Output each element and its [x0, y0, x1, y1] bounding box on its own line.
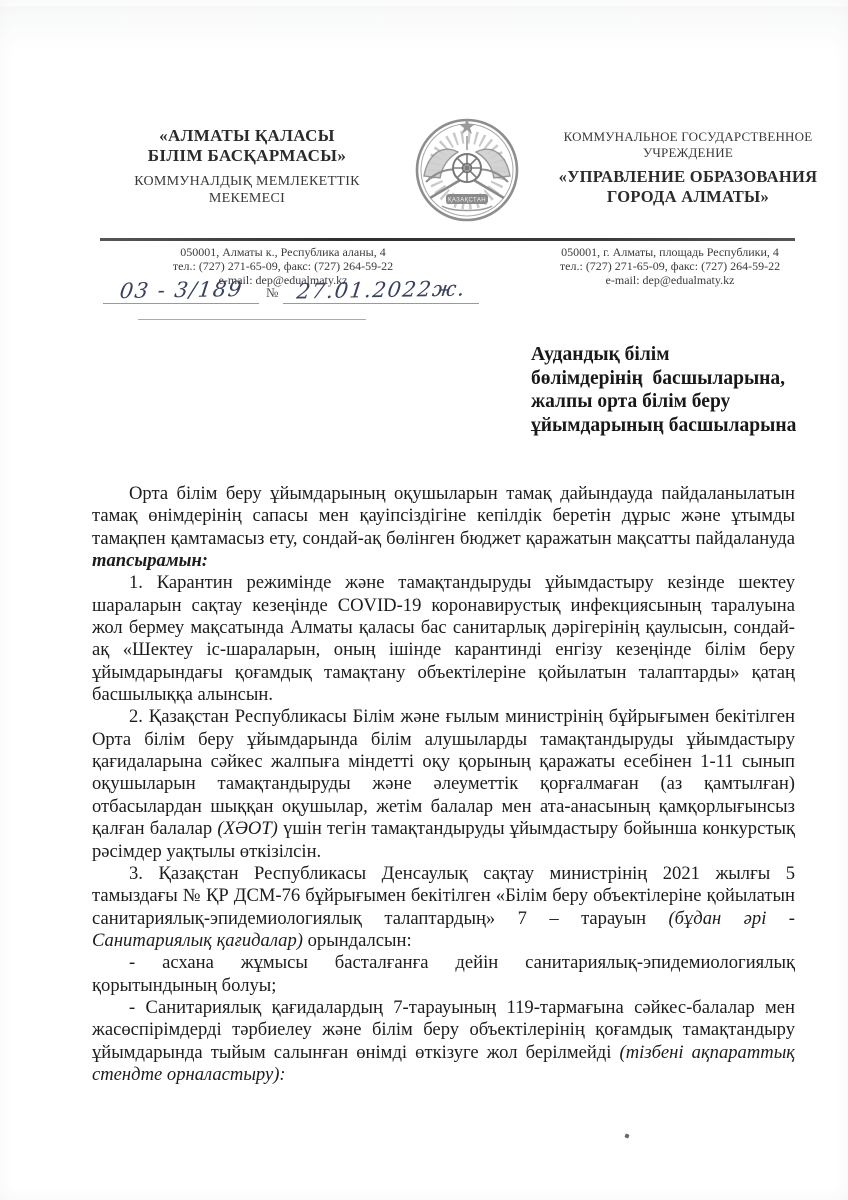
- address-ru-email: e-mail: dep@edualmaty.kz: [605, 272, 735, 287]
- date-handwriting: 27.01.2022ж.: [295, 276, 468, 304]
- body-paragraph: [92, 863, 795, 952]
- text-segment: тапсырамын:: [92, 550, 209, 572]
- number-sign: №: [266, 285, 279, 300]
- org-name-kk-line2: БІЛІМ БАСҚАРМАСЫ»: [147, 146, 347, 165]
- addressee-line: жалпы орта білім беру: [531, 391, 731, 412]
- text-segment: орындалсын:: [302, 929, 412, 951]
- body-paragraph: [92, 483, 795, 572]
- org-name-ru-line2: ГОРОДА АЛМАТЫ»: [606, 186, 770, 206]
- text-segment: Орта білім беру ұйымдарының оқушыларын тамақ дайындауда пайдаланылатын тамақ өнімдерінің сапасы мен қауіпсіздігіне кепілдік беретін дұрыс және ұтымды тамақпен қамтамасыз ету, сондай-ақ бөлінген бюджет қаражатын мақсатты пайдалануда: [92, 483, 795, 549]
- letterhead-divider-line: [100, 238, 795, 241]
- addressee-line: бөлімдерінің басшыларына,: [531, 367, 786, 389]
- text-segment: (тізбені ақпараттық стендте орналастыру):: [92, 1041, 795, 1085]
- org-name-ru: [538, 167, 838, 206]
- outgoing-number-field: [103, 278, 259, 304]
- text-segment: 2. Қазақстан Республикасы Білім және ғылым министрінің бұйрығымен бекітілген Орта білім беру ұйымдарында білім алушыларды тамақтандыруды ұйымдастыру қағидаларына сәйкес жалпыға міндетті оқу қорының қаражаты есебінен 1-11 сынып оқушыларын тамақтандыруды және әлеуметтік қорғалмаған (аз қамтылған) отбасылардан шыққан оқушылар, жетім балалар мен ата-анасының қамқорлығынсыз қалған балалар: [92, 706, 795, 840]
- text-segment: (бұдан әрі - Санитариялық қағидалар): [92, 907, 795, 951]
- text-segment: 1. Карантин режимінде және тамақтандыруды ұйымдастыру кезінде шектеу шараларын сақтау кезеңінде COVID-19 коронавирустық инфекциясының таралуына жол бермеу мақсатында Алматы қаласы бас санитарлық дәрігерінің қаулысын, сондай-ақ «Шектеу іс-шараларын, оның ішінде карантинді енгізу кезеңінде білім беру ұйымдарындағы қоғамдық тамақтану объектілеріне қойылатын талаптарды» қатаң басшылыққа алынсын.: [92, 572, 795, 706]
- address-kk-line2: тел.: (727) 271-65-09, факс: (727) 264-59-22: [172, 258, 394, 273]
- org-type-ru: [538, 129, 838, 161]
- scan-shadow-band: [0, 6, 848, 52]
- org-name-kk-line1: «АЛМАТЫ ҚАЛАСЫ: [159, 126, 335, 145]
- kazakhstan-state-emblem-icon: [412, 106, 522, 232]
- org-type-kk: [98, 173, 396, 207]
- addressee-block: [531, 343, 811, 437]
- text-segment: үшін тегін тамақтандыруды ұйымдастыру бойынша конкурстық рәсімдер уақтылы өткізілсін.: [92, 818, 795, 862]
- outgoing-number-handwriting: 03 - 3/189: [118, 276, 244, 304]
- date-field: [283, 278, 479, 304]
- text-segment: - Санитариялық қағидалардың 7-тарауының 119-тармағына сәйкес-балалар мен жасөспірімдерді тәрбиелеу және білім беру объектілерінің қоғамдық тамақтандыру ұйымдарында тыйым салынған өнімді өткізуге жол берілмейді: [92, 996, 795, 1063]
- body-text: [92, 483, 795, 1086]
- body-paragraph: [92, 952, 795, 997]
- text-segment: (ХӘОТ): [217, 818, 278, 840]
- body-paragraph: [92, 706, 795, 862]
- addressee-line: ұйымдарының басшыларына: [531, 414, 797, 436]
- address-block-russian: [516, 246, 824, 287]
- org-block-russian: [538, 129, 838, 206]
- org-type-kk-line2: МЕКЕМЕСІ: [208, 191, 286, 206]
- address-ru-line2: тел.: (727) 271-65-09, факс: (727) 264-59-22: [559, 258, 781, 273]
- org-block-kazakh: [98, 126, 396, 207]
- body-paragraph: [92, 572, 795, 706]
- address-kk-line1: 050001, Алматы к., Республика аланы, 4: [180, 245, 386, 259]
- text-segment: - асхана жұмысы басталғанға дейін санитариялық-эпидемиологиялық қорытындының болуы;: [92, 952, 795, 996]
- blank-reference-line: [138, 319, 366, 320]
- addressee-line: Аудандық білім: [531, 344, 670, 365]
- org-type-kk-line1: КОММУНАЛДЫҚ МЕМЛЕКЕТТІК: [134, 174, 360, 189]
- address-kk-email: e-mail: dep@edualmaty.kz: [218, 272, 348, 287]
- address-ru-line1: 050001, г. Алматы, площадь Республики, 4: [561, 245, 779, 259]
- org-name-ru-line1: «УПРАВЛЕНИЕ ОБРАЗОВАНИЯ: [558, 167, 818, 186]
- body-paragraph: [92, 997, 795, 1086]
- text-segment: 3. Қазақстан Республикасы Денсаулық сақтау министрінің 2021 жылғы 5 тамыздағы № ҚР ДСМ-76 бұйрығымен бекітілген «Білім беру объектілеріне қойылатын санитариялық-эпидемиологиялық талаптардың» 7 – тарауын: [92, 862, 795, 929]
- reference-row: [103, 278, 479, 304]
- org-type-ru-line2: УЧРЕЖДЕНИЕ: [643, 145, 733, 160]
- scan-speck: [624, 1133, 629, 1138]
- emblem-banner-label: ҚАЗАҚСТАН: [447, 197, 487, 204]
- org-type-ru-line1: КОММУНАЛЬНОЕ ГОСУДАРСТВЕННОЕ: [563, 129, 813, 144]
